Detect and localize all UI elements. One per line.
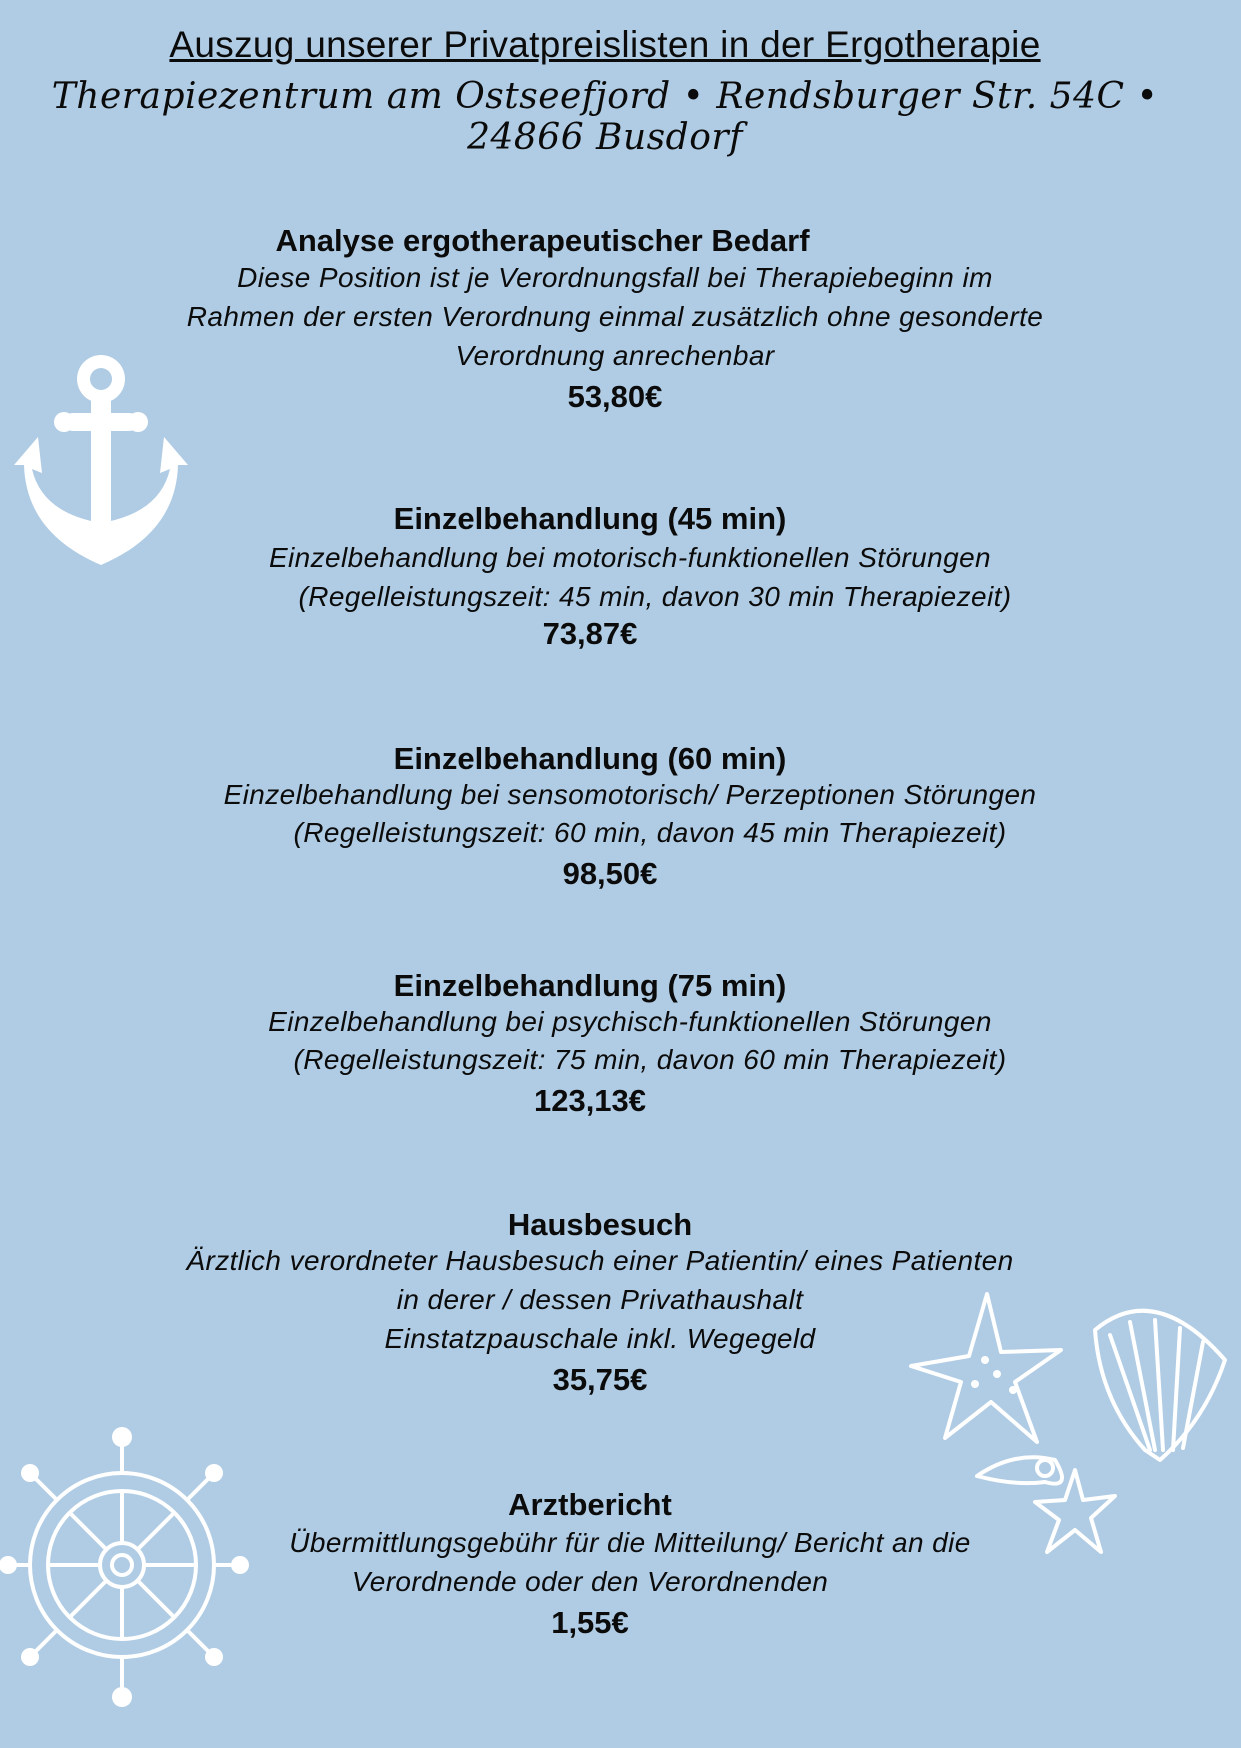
item-desc-line: Einstatzpauschale inkl. Wegegeld [384, 1323, 816, 1354]
item-desc-line: Rahmen der ersten Verordnung einmal zusätzlich ohne gesonderte [186, 301, 1044, 332]
price-item-einzel-60 [170, 740, 1090, 896]
item-desc-line: Ärztlich verordneter Hausbesuch einer Patientin/ eines Patienten [186, 1245, 1014, 1276]
anchor-icon [8, 355, 194, 567]
item-price: 35,75€ [552, 1362, 648, 1397]
item-desc-line: Übermittlungsgebühr für die Mitteilung/ Bericht an die [289, 1527, 971, 1558]
ship-wheel-icon [0, 1425, 250, 1715]
item-title: Einzelbehandlung (60 min) [393, 741, 787, 776]
item-title: Hausbesuch [507, 1207, 693, 1242]
item-price: 53,80€ [567, 379, 663, 414]
item-desc-line: in derer / dessen Privathaushalt [396, 1284, 804, 1315]
item-title: Analyse ergotherapeutischer Bedarf [275, 223, 810, 258]
item-desc-line: Einzelbehandlung bei psychisch-funktionellen Störungen [268, 1006, 992, 1037]
price-item-einzel-75 [180, 967, 1080, 1123]
page-title: Auszug unserer Privatpreislisten in der Ergotherapie [169, 24, 1041, 65]
item-title: Arztbericht [508, 1487, 672, 1522]
item-desc-line: (Regelleistungszeit: 60 min, davon 45 min Therapiezeit) [293, 817, 1007, 848]
item-price: 73,87€ [542, 616, 638, 651]
item-desc-line: Diese Position ist je Verordnungsfall bei Therapiebeginn im [237, 262, 993, 293]
item-desc-line: (Regelleistungszeit: 75 min, davon 60 min Therapiezeit) [293, 1044, 1007, 1075]
price-item-analyse [100, 222, 1130, 419]
item-price: 123,13€ [533, 1083, 647, 1118]
item-desc-line: Einzelbehandlung bei sensomotorisch/ Perzeptionen Störungen [223, 779, 1037, 810]
starfish-shell-icon [905, 1290, 1235, 1560]
item-title: Einzelbehandlung (45 min) [393, 501, 787, 536]
item-price: 1,55€ [551, 1605, 629, 1640]
item-desc-line: Verordnung anrechenbar [455, 340, 775, 371]
item-desc-line: Einzelbehandlung bei motorisch-funktionellen Störungen [268, 542, 992, 573]
item-desc-line: Verordnende oder den Verordnenden [351, 1566, 829, 1597]
item-price: 98,50€ [562, 856, 658, 891]
price-item-einzel-45 [180, 500, 1080, 656]
item-title: Einzelbehandlung (75 min) [393, 968, 787, 1003]
item-desc-line: (Regelleistungszeit: 45 min, davon 30 min Therapiezeit) [298, 581, 1012, 612]
page-subtitle: Therapiezentrum am Ostseefjord • Rendsburger Str. 54C • 24866 Busdorf [51, 76, 1159, 158]
